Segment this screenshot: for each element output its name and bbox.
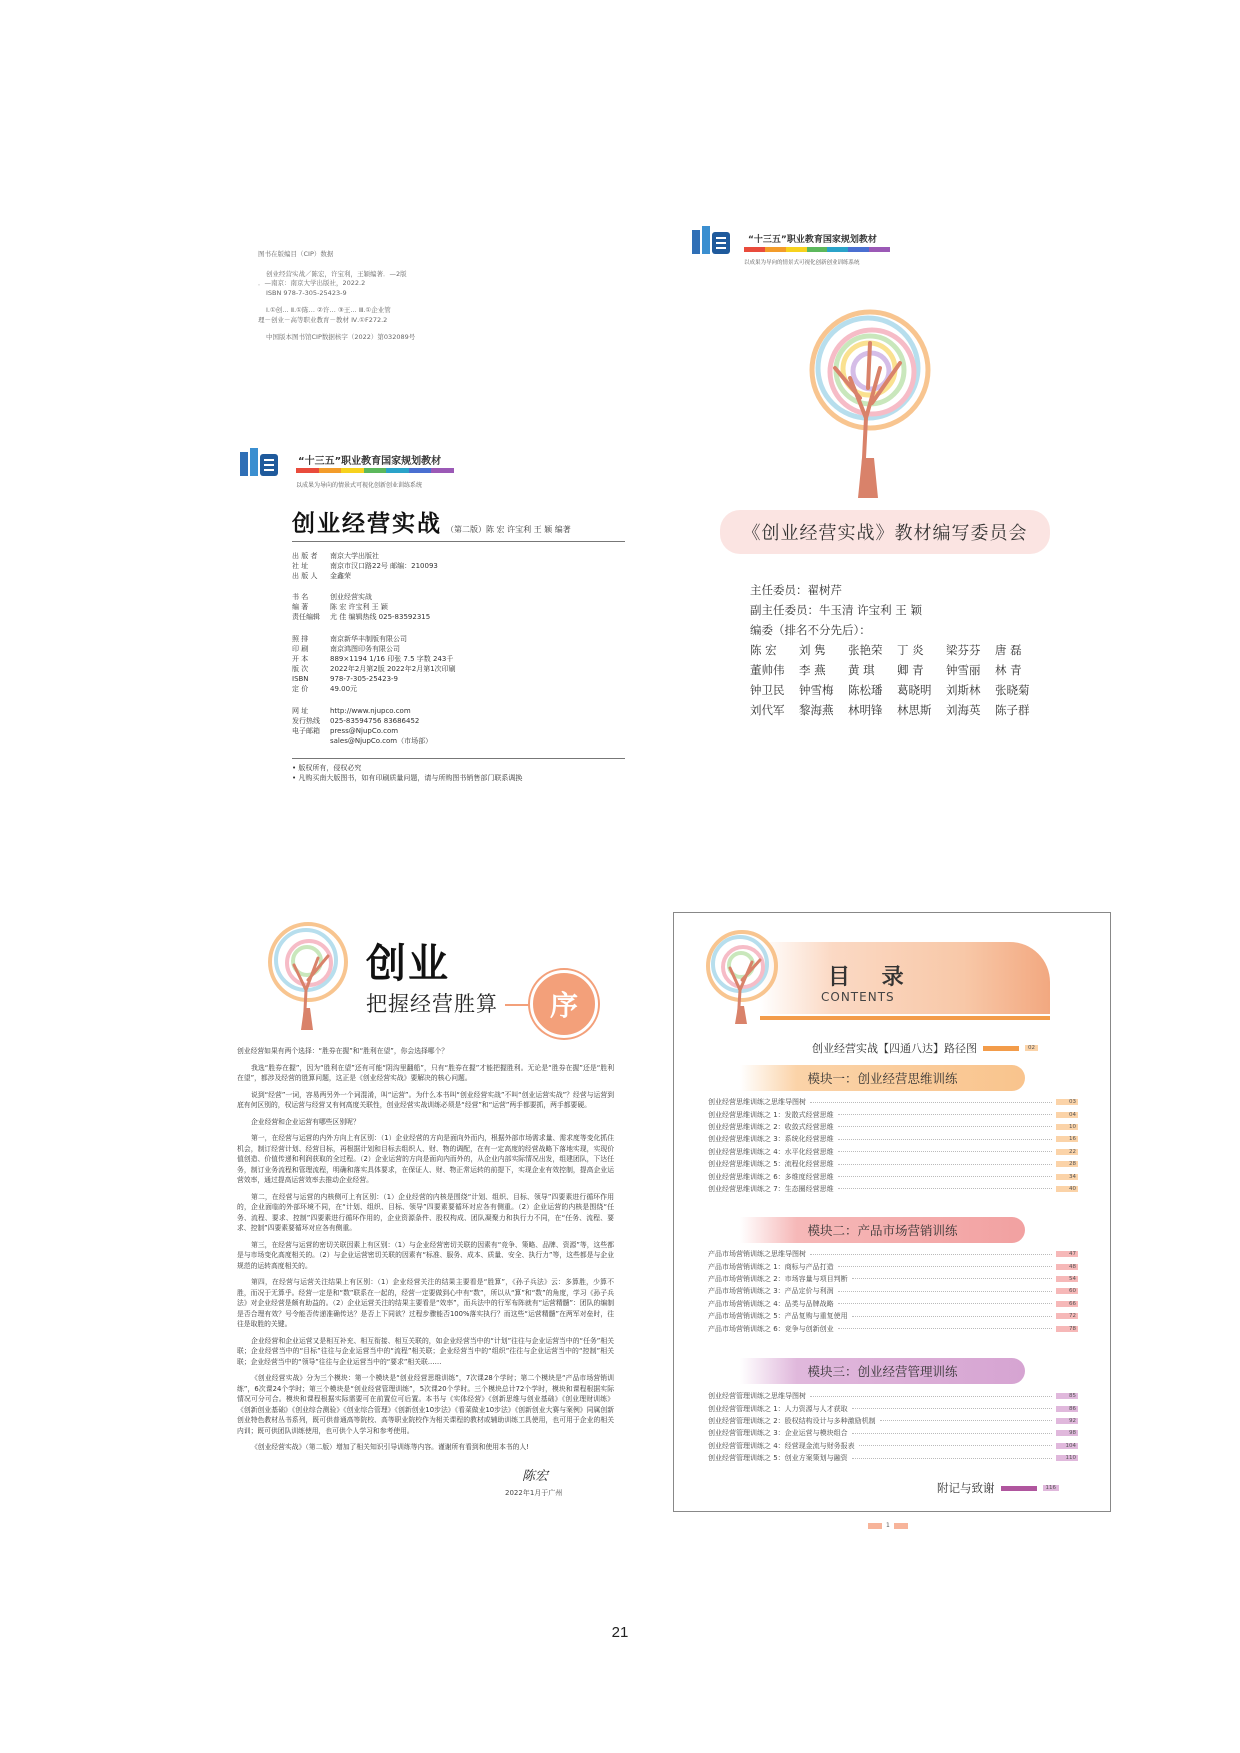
member-name: 钟雪丽 (946, 663, 981, 677)
preface-paragraph: 说到“经营”一词，容易两另外一个词混淆，叫“运营”。为什么本书叫“创业经营实战”不叫“创业运营实战”？经营与运营到底有何区别的，权运营与经营又有何高度关联性，创业经营实战训练必须是“经营”和“运营”两手都要抓，两手都要硬。 (237, 1090, 614, 1109)
field-key: 定 价 (292, 685, 309, 693)
preface-paragraph: 《创业经营实战》（第二版）增加了相关知识引导训练等内容。谨谢所有看到和使用本书的人! (251, 1443, 529, 1451)
email-link[interactable]: press@NjupCo.com (330, 727, 399, 735)
preface-tree-icon (262, 920, 354, 1030)
member-name: 刘海英 (946, 703, 981, 717)
module-2-items (708, 1248, 1078, 1335)
field-value: 978-7-305-25423-9 (330, 675, 399, 683)
field-key: 出 版 者 (292, 552, 318, 560)
tree-illustration (800, 308, 940, 498)
toc-page-number-text: 1 (886, 1522, 890, 1529)
field-value: 南京新华丰制版有限公司 (330, 635, 407, 643)
toc-entry-page: 10 (1056, 1124, 1078, 1130)
toc-roadmap-bar (983, 1046, 1019, 1051)
preface-signature: 陈宏 (522, 1469, 549, 1484)
book-title: 创业经营实战 (292, 511, 442, 537)
member-name: 陈子群 (995, 703, 1030, 717)
committee-title: 《创业经营实战》教材编写委员会 (720, 510, 1050, 554)
toc-entry-page: 86 (1056, 1406, 1078, 1412)
toc-appendix-row[interactable] (937, 1480, 1059, 1496)
preface-big-title: 创业 (366, 941, 450, 987)
book-edition-authors: （第二版）陈 宏 许宝利 王 颖 编著 (446, 525, 571, 534)
member-name: 黄 琪 (848, 663, 875, 677)
toc-entry-label: 创业经营管理训练之 3：企业运营与模块组合 (708, 1429, 848, 1438)
toc-entry[interactable] (708, 1452, 1078, 1464)
toc-entry[interactable] (708, 1273, 1078, 1285)
toc-entry[interactable] (708, 1248, 1078, 1260)
member-name: 丁 炎 (897, 643, 924, 657)
print-block (292, 634, 456, 694)
toc-entry-label: 创业经营管理训练之 5：创业方案策划与融资 (708, 1454, 848, 1463)
field-key: 责任编辑 (292, 613, 320, 621)
series-color-bar (744, 247, 890, 252)
toc-entry[interactable] (708, 1146, 1078, 1158)
toc-entry[interactable] (708, 1108, 1078, 1120)
member-name: 刘代军 (750, 703, 785, 717)
toc-entry-label: 产品市场营销训练之 5：产品复购与重复使用 (708, 1312, 848, 1321)
preface-paragraph: 《创业经营实战》分为三个模块：第一个模块是“创业经营思维训练”，7次课28个学时；第二个模块是“产品市场营销训练”，6次课24个学时；第三个模块是“创业经营管理训练”，5次课20个学时。三个模块总计72个学时，模块和课程根据实际情况可分可合。模块和课程根据实际需要可在前置位可后置。本书与《实体经营》《创新思维与创业基础》《创业理财训练》《创新创业基础》《创业综合测验》《创业综合管理》《创新创业10步法》《看菜做业10步法》《创新创业大赛与案例》同属创新创业特色教材丛书系列，既可供普通高等院校、高等职业院校作为相关课程的教材或辅助训练工具使用，也可用于企业的相关内训；既可供团队训练使用，也可供个人学习和参考使用。 (237, 1374, 614, 1435)
field-value: 南京鸿图印务有限公司 (330, 645, 400, 653)
field-key: 社 址 (292, 562, 309, 570)
cip-title: 图书在版编目（CIP）数据 (258, 250, 334, 258)
toc-entry-label: 创业经营管理训练之 4：经营现金流与财务报表 (708, 1441, 855, 1450)
toc-entry-page: 54 (1056, 1276, 1078, 1282)
member-name: 董帅伟 (750, 663, 785, 677)
toc-entry-page: 22 (1056, 1149, 1078, 1155)
toc-appendix-bar (1001, 1486, 1037, 1491)
preface-paragraph: 我选“胜券在握”，因为“胜利在望”还有可能“阴沟里翻船”，只有“胜券在握”才能把握胜利。无论是“胜券在握”还是“胜利在望”，都涉及经营的胜算问题，这正是《创业经营实战》要解决的核心问题。 (237, 1063, 614, 1082)
toc-subtitle: CONTENTS (821, 990, 895, 1004)
toc-entry[interactable] (708, 1285, 1078, 1297)
cip-line: 创业经营实战／陈宏，许宝利，王颖编著．—2版 (266, 269, 407, 278)
preface-paragraph: 第四，在经营与运营关注结果上有区别：（1）企业经营关注的结果主要看是“胜算”，《孙子兵法》云：多算胜，少算不胜，而况于无算乎。经营一定是和“数”联系在一起的，经营一定要做到心中有“数”，所以从“算”和“数”的角度，学习《孙子兵法》对企业经营是颇有助益的。（2）企业运营关注的结果主要看是“效率”，而兵法中的行军布阵就有“运营精髓”：团队的编制是否合理有效？号令能否传递准确传达？是否上下同欲？过程步骤能否100%落实执行？而这些“运营精髓”在两军对垒时，往往是取胜的关键。 (237, 1278, 614, 1328)
committee-list (750, 580, 1044, 720)
member-name: 林明锋 (848, 703, 883, 717)
toc-entry-label: 产品市场营销训练之 1：商标与产品打造 (708, 1262, 834, 1271)
series-title: “十三五”职业教育国家规划教材 (748, 235, 877, 245)
toc-entry-page: 78 (1056, 1326, 1078, 1332)
member-name: 陈 宏 (750, 643, 777, 657)
member-name: 黎海燕 (799, 703, 834, 717)
member-name: 陈松璠 (848, 683, 883, 697)
toc-entry-label: 创业经营管理训练之思维导图树 (708, 1392, 806, 1401)
field-key: 版 次 (292, 665, 309, 673)
series-slogan: 以成果为导向的情景式可视化创新创业训练系统 (296, 482, 423, 489)
field-value: 陈 宏 许宝利 王 颖 (330, 603, 388, 611)
member-name: 李 燕 (799, 663, 826, 677)
member-name: 唐 磊 (995, 643, 1022, 657)
toc-entry-page: 34 (1056, 1174, 1078, 1180)
toc-entry-page: 72 (1056, 1313, 1078, 1319)
field-key (292, 736, 330, 746)
field-value: 025-83594756 83686452 (330, 717, 420, 725)
toc-title: 目 录 (828, 965, 916, 990)
field-value: 金鑫荣 (330, 572, 351, 580)
field-key: 书 名 (292, 593, 309, 601)
series-logo-icon (692, 226, 732, 258)
cip-line: ISBN 978-7-305-25423-9 (266, 288, 347, 297)
member-name: 刘 隽 (799, 643, 826, 657)
toc-entry-label: 产品市场营销训练之 2：市场容量与项目判断 (708, 1274, 848, 1283)
module-3-items (708, 1390, 1078, 1464)
toc-entry-label: 创业经营思维训练之 6：多维度经营思维 (708, 1172, 834, 1181)
toc-entry[interactable] (708, 1121, 1078, 1133)
cip-line: ．—南京：南京大学出版社，2022.2 (258, 279, 366, 287)
member-name: 张晓菊 (995, 683, 1030, 697)
toc-entry-page: 28 (1056, 1161, 1078, 1167)
toc-entry-label: 创业经营思维训练之 7：生态圈经营思维 (708, 1184, 834, 1193)
member-name: 林思斯 (897, 703, 932, 717)
toc-entry[interactable] (708, 1440, 1078, 1452)
module-1-items (708, 1096, 1078, 1195)
toc-entry-page: 104 (1056, 1443, 1078, 1449)
field-value: 2022年2月第2版 2022年2月第1次印刷 (330, 665, 456, 673)
preface-badge: 序 (530, 970, 598, 1038)
preface-body (237, 1046, 614, 1459)
notes-rule (292, 758, 625, 759)
toc-tree-icon (700, 928, 784, 1024)
toc-entry-page: 16 (1056, 1136, 1078, 1142)
field-key: 编 著 (292, 603, 309, 611)
member-name: 卿 青 (897, 663, 924, 677)
toc-entry-label: 创业经营思维训练之 2：收敛式经营思维 (708, 1122, 834, 1131)
toc-entry-label: 产品市场营销训练之思维导图树 (708, 1250, 806, 1259)
toc-entry[interactable] (708, 1260, 1078, 1272)
series-title: “十三五”职业教育国家规划教材 (298, 456, 442, 467)
preface-paragraph: 企业经营和企业运营又是相互补充、相互衔接、相互关联的，如企业经营当中的“计划”往往与企业运营当中的“任务”相关联；企业经营当中的“目标”往往与企业运营当中的“流程”相关联；企业经营当中的“组织”往往与企业运营当中的“控制”相关联；企业经营当中的“领导”往往与企业运营当中的“要求”相关联…… (237, 1336, 614, 1366)
field-key: ISBN (292, 675, 309, 683)
member-name: 钟卫民 (750, 683, 785, 697)
toc-entry-label: 创业经营思维训练之 1：发散式经营思维 (708, 1110, 834, 1119)
member-name: 梁芬芬 (946, 643, 981, 657)
field-key: 开 本 (292, 655, 309, 663)
toc-entry[interactable] (708, 1310, 1078, 1322)
module-1-band[interactable]: 模块一：创业经营思维训练 (740, 1065, 1025, 1091)
toc-appendix-label: 附记与致谢 (937, 1481, 995, 1495)
field-key: 发行热线 (292, 717, 320, 725)
member-name: 刘斯林 (946, 683, 981, 697)
toc-appendix-page: 116 (1043, 1485, 1060, 1491)
toc-entry[interactable] (708, 1415, 1078, 1427)
toc-roadmap-page: 02 (1025, 1045, 1038, 1051)
toc-entry[interactable] (708, 1298, 1078, 1310)
module-3-band[interactable]: 模块三：创业经营管理训练 (740, 1358, 1025, 1384)
note-line: • 凡购买南大版图书，如有印刷质量问题，请与所购图书销售部门联系调换 (292, 774, 523, 782)
toc-entry-label: 创业经营思维训练之 5：流程化经营思维 (708, 1160, 834, 1169)
toc-entry[interactable] (708, 1390, 1078, 1402)
member-name: 葛晓明 (897, 683, 932, 697)
director-line: 主任委员：翟树芹 (750, 583, 842, 597)
toc-entry[interactable] (708, 1402, 1078, 1414)
series-color-bar (296, 468, 454, 473)
toc-header-rule (760, 1016, 1050, 1020)
field-value: 49.00元 (330, 685, 358, 693)
toc-entry[interactable] (708, 1170, 1078, 1182)
member-name: 林 青 (995, 663, 1022, 677)
cip-line: 理－创业－高等职业教育－教材 Ⅳ.①F272.2 (258, 315, 388, 324)
toc-entry[interactable] (708, 1133, 1078, 1145)
toc-entry[interactable] (708, 1183, 1078, 1195)
field-key: 出 版 人 (292, 572, 318, 580)
module-2-band[interactable]: 模块二：产品市场营销训练 (740, 1217, 1025, 1243)
book-info-block (292, 592, 430, 622)
note-line: • 版权所有，侵权必究 (292, 764, 362, 772)
series-logo-icon (240, 448, 280, 480)
toc-entry-label: 产品市场营销训练之 6：竞争与创新创业 (708, 1324, 834, 1333)
toc-entry[interactable] (708, 1096, 1078, 1108)
field-value: 创业经营实战 (330, 593, 372, 601)
page-number: 21 (611, 1624, 629, 1641)
toc-roadmap-label: 创业经营实战【四通八达】路径图 (812, 1042, 977, 1055)
cip-line: Ⅰ.①创… Ⅱ.①陈… ②许… ③王… Ⅲ.①企业管 (266, 306, 391, 314)
toc-entry-page: 85 (1056, 1393, 1078, 1399)
toc-entry-label: 创业经营思维训练之思维导图树 (708, 1098, 806, 1107)
toc-entry-page: 47 (1056, 1251, 1078, 1257)
field-key: 电子邮箱 (292, 727, 320, 735)
toc-entry-page: 48 (1056, 1264, 1078, 1270)
field-value: 889×1194 1/16 印张 7.5 字数 243千 (330, 655, 454, 663)
members-label: 编委（排名不分先后）： (750, 623, 871, 637)
toc-entry-page: 92 (1056, 1418, 1078, 1424)
field-value: 尤 佳 编辑热线 025-83592315 (330, 613, 431, 621)
toc-entry-label: 创业经营管理训练之 1：人力资源与人才获取 (708, 1404, 848, 1413)
series-banner-left (240, 448, 280, 484)
vice-director-line: 副主任委员：牛玉清 许宝利 王 颖 (750, 603, 922, 617)
preface-paragraph: 创业经营如果有两个选择：“胜券在握”和“胜利在望”，你会选择哪个？ (237, 1047, 449, 1055)
notes-block (292, 763, 522, 783)
toc-entry[interactable] (708, 1427, 1078, 1439)
series-banner-right (692, 226, 732, 262)
toc-entry-page: 110 (1056, 1455, 1078, 1461)
toc-entry-label: 创业经营思维训练之 3：系统化经营思维 (708, 1135, 834, 1144)
field-key: 照 排 (292, 635, 309, 643)
member-name: 钟雪梅 (799, 683, 834, 697)
members-grid (750, 640, 1044, 720)
toc-entry[interactable] (708, 1322, 1078, 1334)
toc-entry-page: 04 (1056, 1112, 1078, 1118)
toc-entry-page: 60 (1056, 1288, 1078, 1294)
title-rule (292, 541, 625, 542)
preface-paragraph: 第二，在经营与运营的内核侧可上有区别：（1）企业经营的内核是围绕“计划、组织、目标、领导”四要素进行循环作用的，企业面临的外部环境不同，在“计划、组织、目标、领导”四要素要循环对应各有侧重。（2）企业运营的内核是围绕“任务、流程、要求、控制”四要素进行循环作用的，企业资源条件、股权构成、团队凝聚力和执行力不同，在“任务、流程、要求、控制”四要素要循环对应各有侧重。 (237, 1192, 614, 1232)
preface-paragraph: 第一，在经营与运营的内外方向上有区别：（1）企业经营的方向是面向外而内，根据外部市场需求量、需求度等变化抓住机会，制订经营计划、经营目标，再根据计划和目标去组织人、财、物的调配，在有一定高度的经营战略下落地实现，实现价值创造、价值传递和利润获取的全过程。（2）企业运营的方向是面向内而外的，从企业内部实际情况出发，组建团队，下达任务，制订业务流程和管理流程，明确和落实具体要求，在保证人、财、物正常运转的前提下，实现企业有效控制，提高企业运营效率，通过提高运营效率去推动企业经营。 (237, 1134, 614, 1184)
field-value: 南京市汉口路22号 邮编：210093 (330, 562, 438, 570)
member-name: 张艳荣 (848, 643, 883, 657)
website-link[interactable]: http://www.njupco.com (330, 707, 411, 715)
publisher-block (292, 551, 438, 581)
field-key: 网 址 (292, 707, 309, 715)
toc-entry-label: 创业经营思维训练之 4：水平化经营思维 (708, 1147, 834, 1156)
toc-page-number (868, 1522, 908, 1529)
toc-entry-label: 产品市场营销训练之 3：产品定价与利润 (708, 1287, 834, 1296)
toc-entry[interactable] (708, 1158, 1078, 1170)
contact-block (292, 706, 432, 746)
preface-date: 2022年1月于广州 (505, 1489, 563, 1497)
toc-entry-page: 98 (1056, 1430, 1078, 1436)
preface-subtitle: 把握经营胜算 (366, 992, 498, 1016)
cip-line: 中国版本图书馆CIP数据核字（2022）第032089号 (266, 333, 416, 341)
toc-entry-page: 40 (1056, 1186, 1078, 1192)
preface-paragraph: 企业经营和企业运营有哪些区别呢？ (251, 1117, 360, 1126)
toc-entry-page: 03 (1056, 1099, 1078, 1105)
field-key: 印 刷 (292, 645, 309, 653)
toc-entry-label: 创业经营管理训练之 2：股权结构设计与多种激励机制 (708, 1416, 876, 1425)
cip-block (258, 250, 428, 343)
preface-paragraph: 第三，在经营与运营的密切关联因素上有区别：（1）与企业经营密切关联的因素有“竞争、策略、品牌、资源”等，这些都是与市场变化高度相关的。（2）与企业运营密切关联的因素有“标准、服务、成本、质量、安全、执行力”等，这些都是与企业规范的运转高度相关的。 (237, 1240, 614, 1270)
toc-entry-page: 66 (1056, 1301, 1078, 1307)
series-slogan: 以成果为导向的情景式可视化创新创业训练系统 (744, 260, 860, 266)
email-link[interactable]: sales@NjupCo.com（市场部） (330, 737, 433, 745)
field-value: 南京大学出版社 (330, 552, 379, 560)
toc-roadmap-row[interactable] (812, 1040, 1038, 1056)
toc-entry-label: 产品市场营销训练之 4：品类与品牌战略 (708, 1299, 834, 1308)
